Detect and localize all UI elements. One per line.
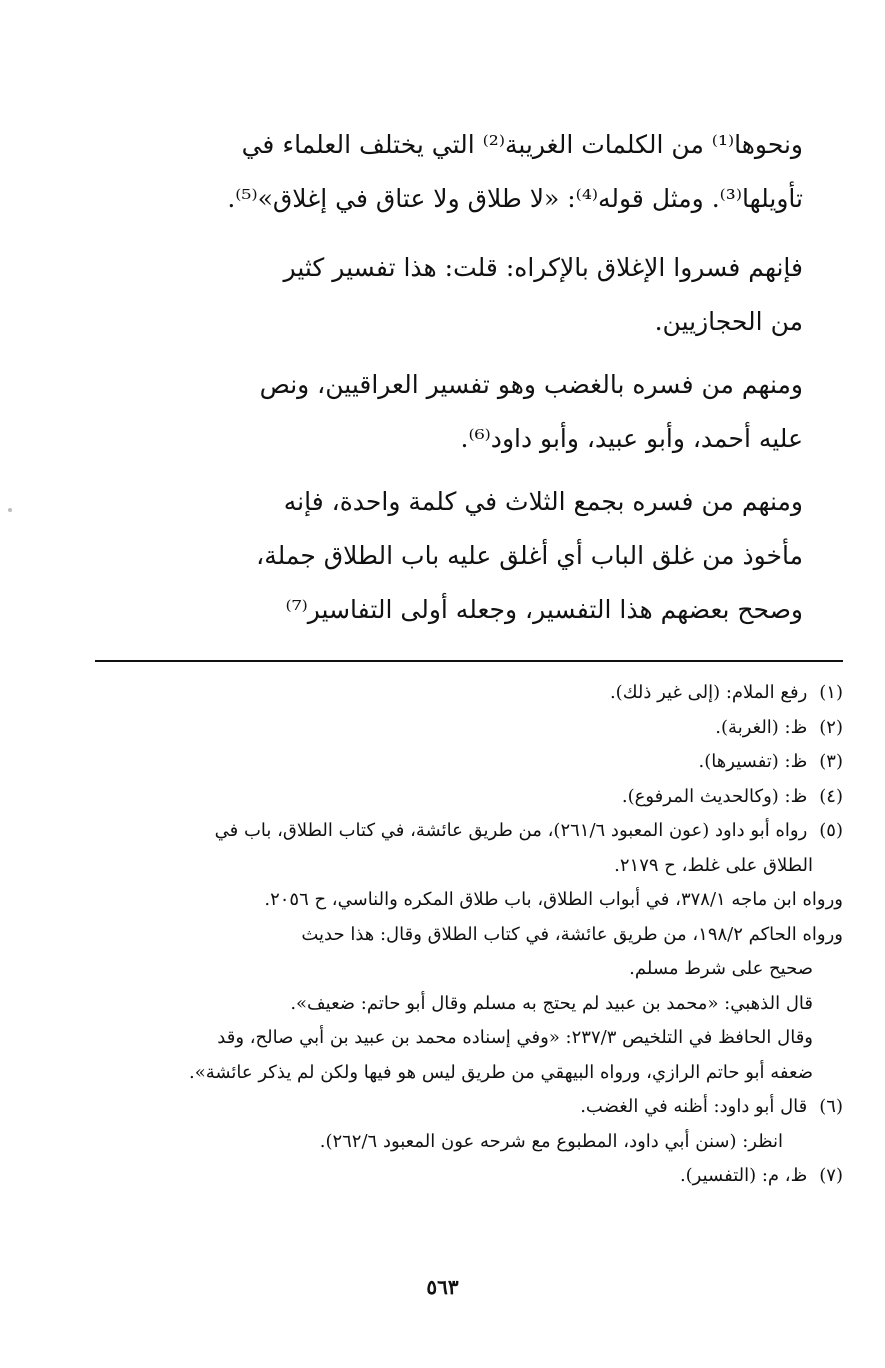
footnote-5-line-1: رواه أبو داود (عون المعبود ٢٦١/٦)، من طريق عائشة، في كتاب الطلاق، باب في	[214, 820, 808, 841]
footnote-separator	[95, 660, 843, 662]
footnote-6	[95, 1090, 843, 1125]
paragraph-2-line-1: فإنهم فسروا الإغلاق بالإكراه: قلت: هذا تفسير كثير	[283, 253, 803, 282]
paragraph-1	[211, 118, 843, 226]
paragraph-2-line-2: من الحجازيين.	[654, 307, 803, 336]
footnote-7-text: ظ، م: (التفسير).	[679, 1165, 808, 1186]
footnote-3-text: ظ: (تفسيرها).	[698, 751, 808, 772]
footnote-6-number: (٦)	[819, 1096, 843, 1117]
footnote-5-line-8: ضعفه أبو حاتم الرازي، ورواه البيهقي من طريق ليس هو فيها ولكن لم يذكر عائشة».	[188, 1061, 813, 1083]
footnote-4-text: ظ: (وكالحديث المرفوع).	[621, 785, 808, 807]
footnote-6-line-2: انظر: (سنن أبي داود، المطبوع مع شرحه عون المعبود ٢٦٢/٦).	[319, 1130, 783, 1152]
paragraph-2	[211, 241, 843, 349]
footnote-7-number: (٧)	[819, 1165, 843, 1186]
paragraph-4-line-2: مأخوذ من غلق الباب أي أغلق عليه باب الطلاق جملة،	[256, 541, 803, 570]
paragraph-4-line-1: ومنهم من فسره بجمع الثلاث في كلمة واحدة، فإنه	[283, 487, 803, 516]
footnote-4	[95, 780, 843, 815]
footnote-5-line-7: وقال الحافظ في التلخيص ٢٣٧/٣: «وفي إسناده محمد بن عبيد بن أبي صالح، وقد	[217, 1027, 813, 1048]
footnote-5-number: (٥)	[819, 820, 843, 841]
footnote-5-line-6: قال الذهبي: «محمد بن عبيد لم يحتج به مسلم وقال أبو حاتم: ضعيف».	[290, 992, 813, 1014]
footnote-7	[95, 1159, 843, 1194]
paragraph-3-line-2: عليه أحمد، وأبو عبيد، وأبو داود⁽⁶⁾.	[460, 424, 803, 453]
footnote-1	[95, 676, 843, 711]
paragraph-3	[211, 358, 843, 466]
paragraph-4	[211, 475, 843, 637]
footnote-5-line-3: ورواه ابن ماجه ٣٧٨/١، في أبواب الطلاق، باب طلاق المكره والناسي، ح ٢٠٥٦.	[264, 889, 843, 910]
paragraph-3-line-1: ومنهم من فسره بالغضب وهو تفسير العراقيين، ونص	[259, 370, 803, 399]
footnote-6-line-1: قال أبو داود: أظنه في الغضب.	[580, 1096, 808, 1117]
footnote-1-text: رفع الملام: (إلى غير ذلك).	[609, 682, 808, 703]
footnote-5-line-4: ورواه الحاكم ١٩٨/٢، من طريق عائشة، في كتاب الطلاق وقال: هذا حديث	[301, 923, 843, 945]
footnote-5	[95, 814, 843, 849]
footnote-1-number: (١)	[819, 682, 843, 703]
footnote-5-line-5: صحيح على شرط مسلم.	[629, 958, 813, 979]
page-number: ٥٦٣	[426, 1275, 459, 1299]
footnote-2	[95, 711, 843, 746]
footnote-4-number: (٤)	[819, 785, 843, 807]
footnote-5-line-2: الطلاق على غلط، ح ٢١٧٩.	[614, 854, 813, 876]
footnote-2-number: (٢)	[819, 716, 843, 738]
scan-speck	[8, 508, 12, 512]
footnotes	[95, 676, 843, 1194]
paragraph-1-line-1: ونحوها⁽¹⁾ من الكلمات الغريبة⁽²⁾ التي يختلف العلماء في	[241, 130, 803, 159]
paragraph-1-line-2: تأويلها⁽³⁾. ومثل قوله⁽⁴⁾: «لا طلاق ولا عتاق في إغلاق»⁽⁵⁾.	[227, 184, 803, 213]
footnote-2-text: ظ: (الغربة).	[715, 716, 808, 738]
paragraph-4-line-3: وصحح بعضهم هذا التفسير، وجعله أولى التفاسير⁽⁷⁾	[285, 595, 803, 624]
footnote-3	[95, 745, 843, 780]
footnote-3-number: (٣)	[819, 751, 843, 772]
